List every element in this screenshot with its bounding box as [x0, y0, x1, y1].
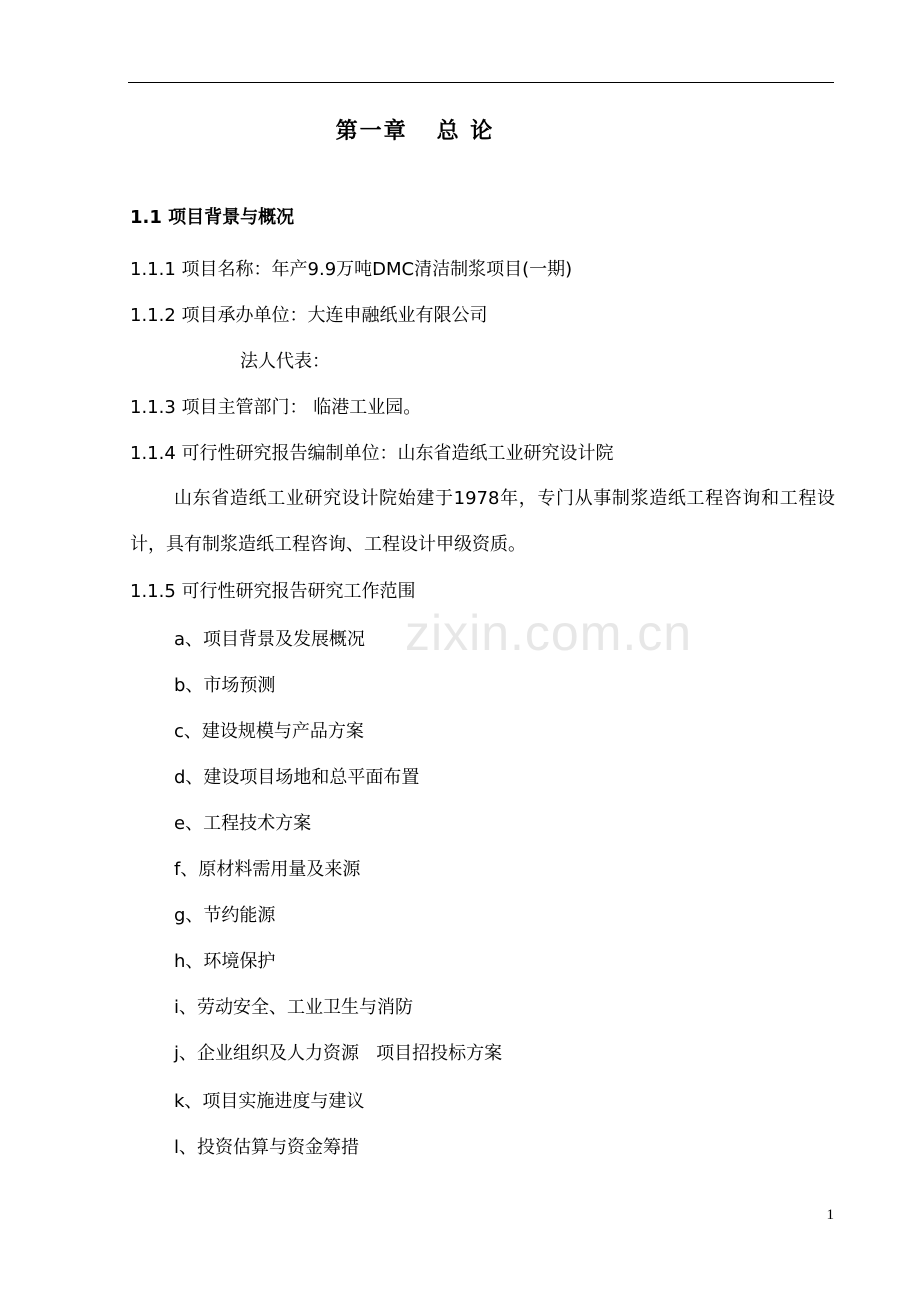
chapter-title: 第一章 总 论 [335, 119, 495, 144]
list-item: b、市场预测 [174, 675, 276, 696]
list-item: j、企业组织及人力资源 项目招投标方案 [174, 1043, 503, 1064]
section-heading: 1.1 项目背景与概况 [130, 207, 295, 228]
header-rule [128, 82, 834, 83]
list-item: e、工程技术方案 [174, 813, 312, 834]
list-item: k、项目实施进度与建议 [174, 1091, 365, 1112]
item-1-1-3: 1.1.3 项目主管部门： 临港工业园。 [130, 397, 422, 418]
list-item: i、劳动安全、工业卫生与消防 [174, 997, 413, 1018]
list-item: c、建设规模与产品方案 [174, 721, 364, 742]
list-item: g、节约能源 [174, 905, 276, 926]
item-1-1-5: 1.1.5 可行性研究报告研究工作范围 [130, 581, 416, 602]
page-number: 1 [826, 1207, 834, 1223]
list-item: d、建设项目场地和总平面布置 [174, 767, 420, 788]
item-1-1-4: 1.1.4 可行性研究报告编制单位：山东省造纸工业研究设计院 [130, 443, 614, 464]
list-item: h、环境保护 [174, 951, 276, 972]
institute-description: 山东省造纸工业研究设计院始建于1978年，专门从事制浆造纸工程咨询和工程设计，具有制浆造纸工程咨询、工程设计甲级资质。 [130, 488, 835, 555]
item-1-1-2: 1.1.2 项目承办单位：大连申融纸业有限公司 [130, 305, 488, 326]
list-item: l、投资估算与资金筹措 [174, 1137, 359, 1158]
legal-rep: 法人代表： [240, 351, 330, 372]
item-1-1-1: 1.1.1 项目名称：年产9.9万吨DMC清洁制浆项目(一期) [130, 259, 573, 280]
list-item: f、原材料需用量及来源 [174, 859, 361, 880]
list-item: a、项目背景及发展概况 [174, 629, 366, 650]
watermark: zixin.com.cn [405, 605, 693, 661]
